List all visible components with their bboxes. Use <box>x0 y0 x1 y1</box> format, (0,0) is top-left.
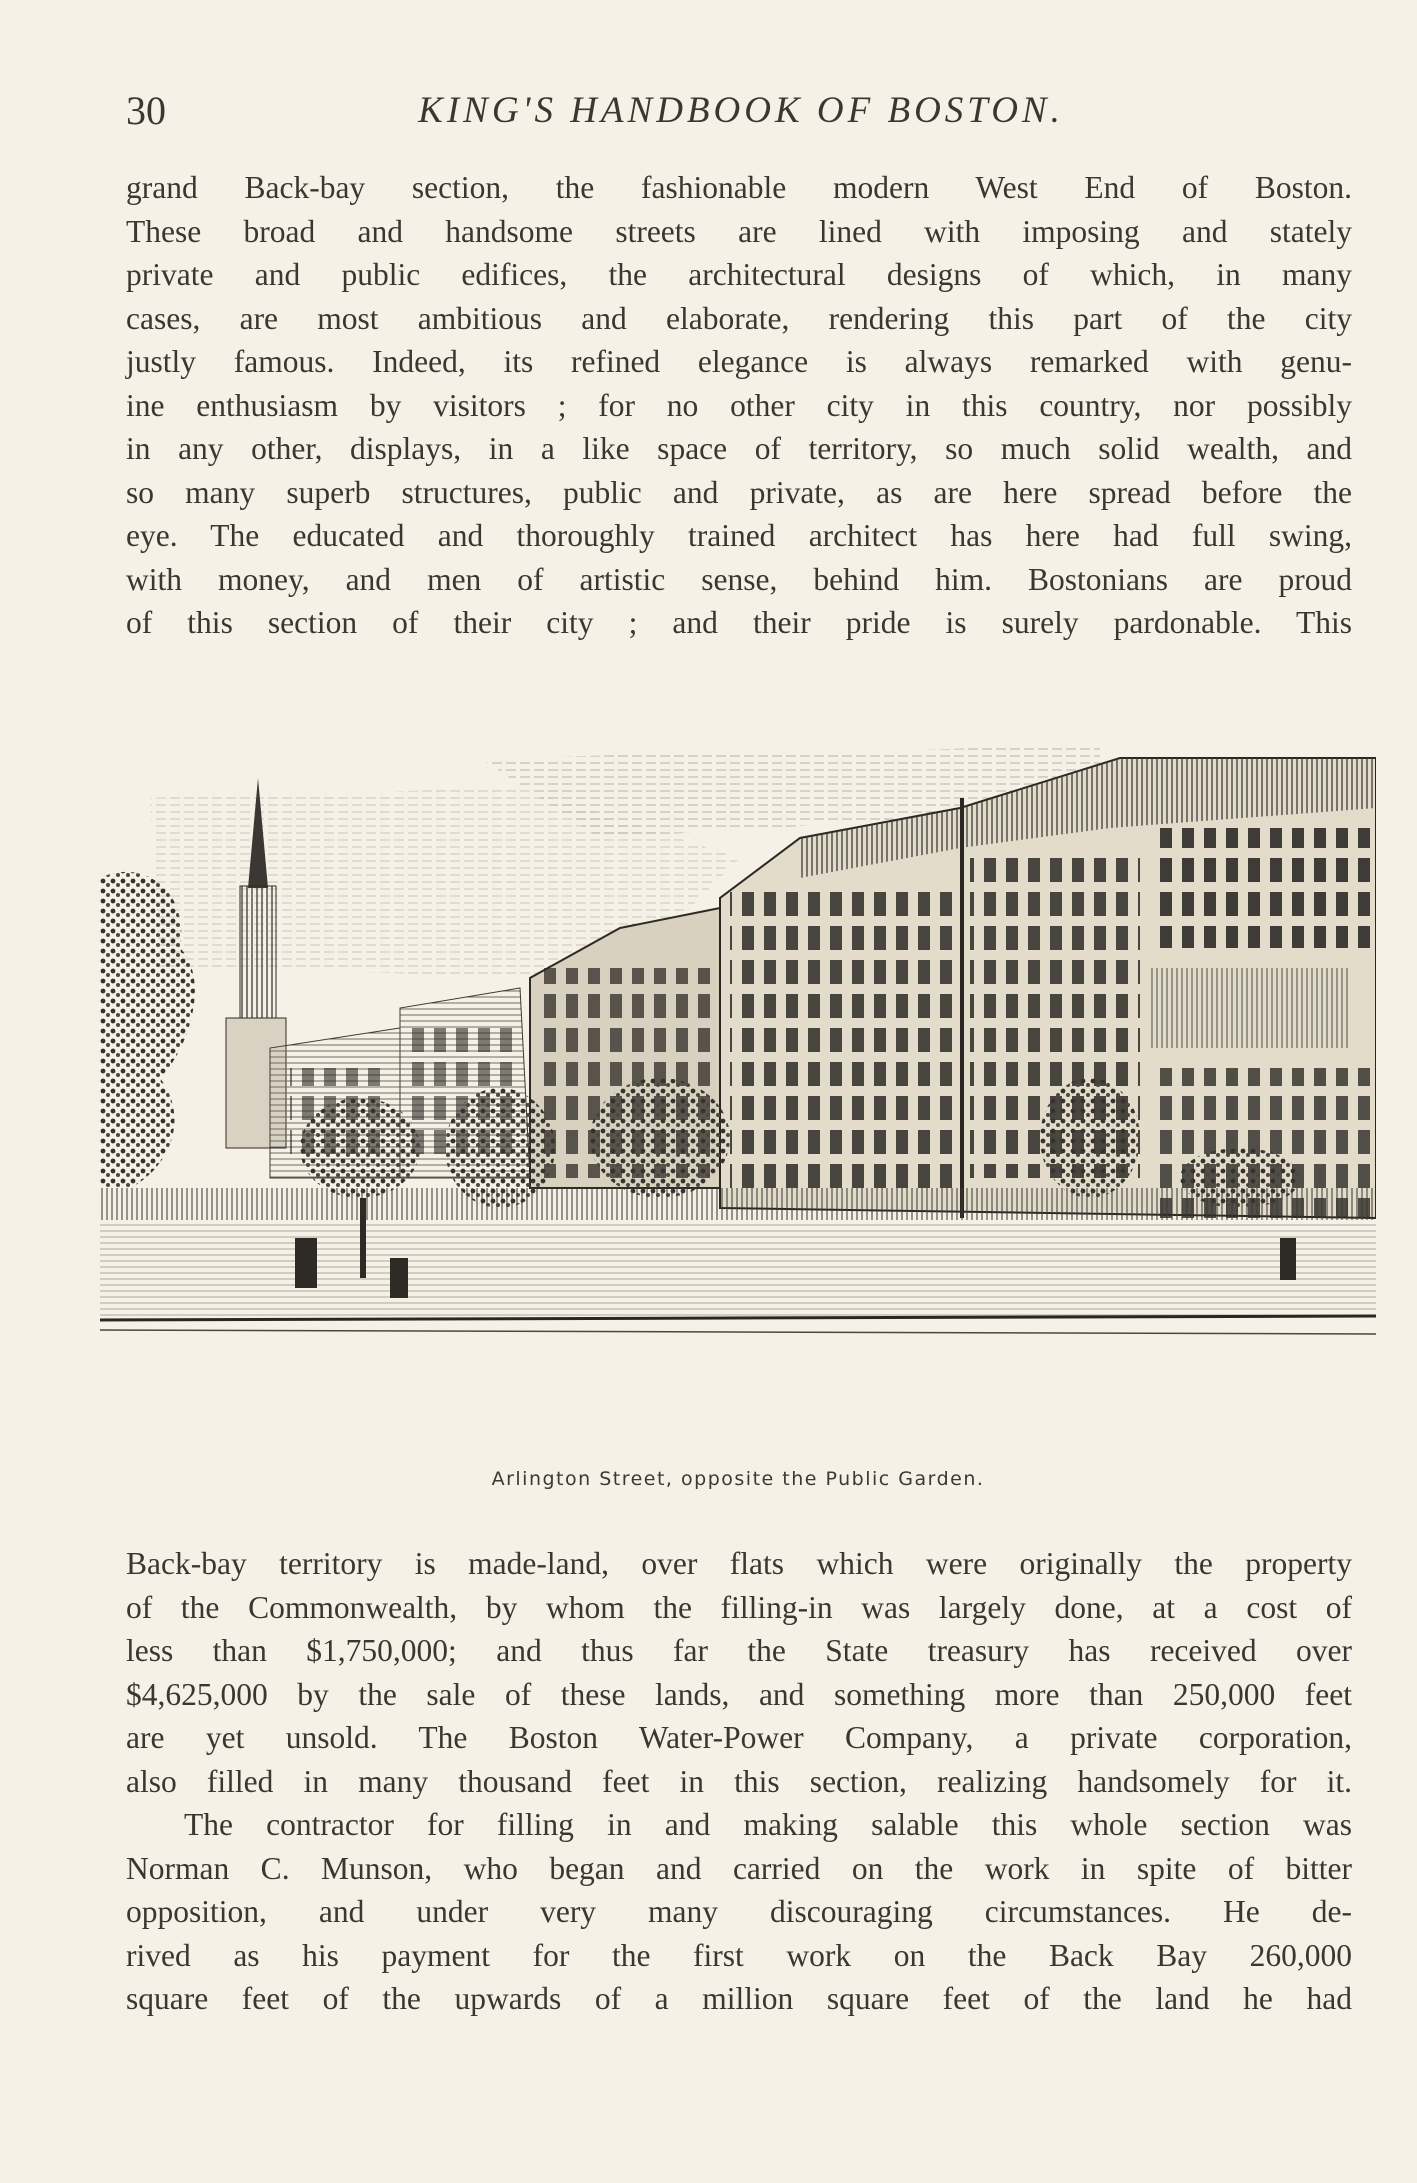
text-line: grand Back-bay section, the fashionable modern West End of Boston. <box>126 170 1352 205</box>
text-line: so many superb structures, public and private, as are here spread before the <box>126 474 1352 510</box>
text-line: with money, and men of artistic sense, behind him. Bostonians are proud <box>126 561 1352 597</box>
page-number: 30 <box>126 88 166 133</box>
text-line: of the Commonwealth, by whom the filling-in was largely done, at a cost of <box>126 1589 1352 1625</box>
text-line: are yet unsold. The Boston Water-Power Company, a private corporation, <box>126 1720 1352 1755</box>
paragraph-bottom <box>126 1542 1352 2021</box>
engraving-illustration <box>100 718 1376 1464</box>
running-title: KING'S HANDBOOK OF BOSTON. <box>418 90 1064 131</box>
text-line: of this section of their city ; and their pride is surely pardonable. This <box>126 605 1352 640</box>
text-line: cases, are most ambitious and elaborate, rendering this part of the city <box>126 300 1352 336</box>
text-line: square feet of the upwards of a million square feet of the land he had <box>126 1981 1352 2016</box>
text-line: rived as his payment for the first work on the Back Bay 260,000 <box>126 1937 1352 1973</box>
text-line: opposition, and under very many discouraging circumstances. He de- <box>126 1894 1352 1929</box>
text-line: $4,625,000 by the sale of these lands, and something more than 250,000 feet <box>126 1676 1352 1712</box>
text-line: These broad and handsome streets are lined with imposing and stately <box>126 213 1352 249</box>
text-line: Norman C. Munson, who began and carried on the work in spite of bitter <box>126 1850 1352 1886</box>
text-line: less than $1,750,000; and thus far the State treasury has received over <box>126 1633 1352 1668</box>
text-line: ine enthusiasm by visitors ; for no other city in this country, nor possibly <box>126 387 1352 423</box>
text-line: eye. The educated and thoroughly trained architect has here had full swing, <box>126 518 1352 553</box>
text-line: private and public edifices, the architectural designs of which, in many <box>126 257 1352 292</box>
text-line: justly famous. Indeed, its refined elegance is always remarked with genu- <box>126 344 1352 379</box>
text-line: The contractor for filling in and making salable this whole section was <box>184 1807 1352 1842</box>
figure-caption: Arlington Street, opposite the Public Garden. <box>491 1468 985 1490</box>
text-line: Back-bay territory is made-land, over flats which were originally the property <box>126 1546 1352 1581</box>
text-line: in any other, displays, in a like space of territory, so much solid wealth, and <box>126 431 1352 466</box>
paragraph-top <box>126 166 1352 645</box>
text-line: also filled in many thousand feet in this section, realizing handsomely for it. <box>126 1763 1352 1799</box>
page-header <box>126 86 1356 136</box>
